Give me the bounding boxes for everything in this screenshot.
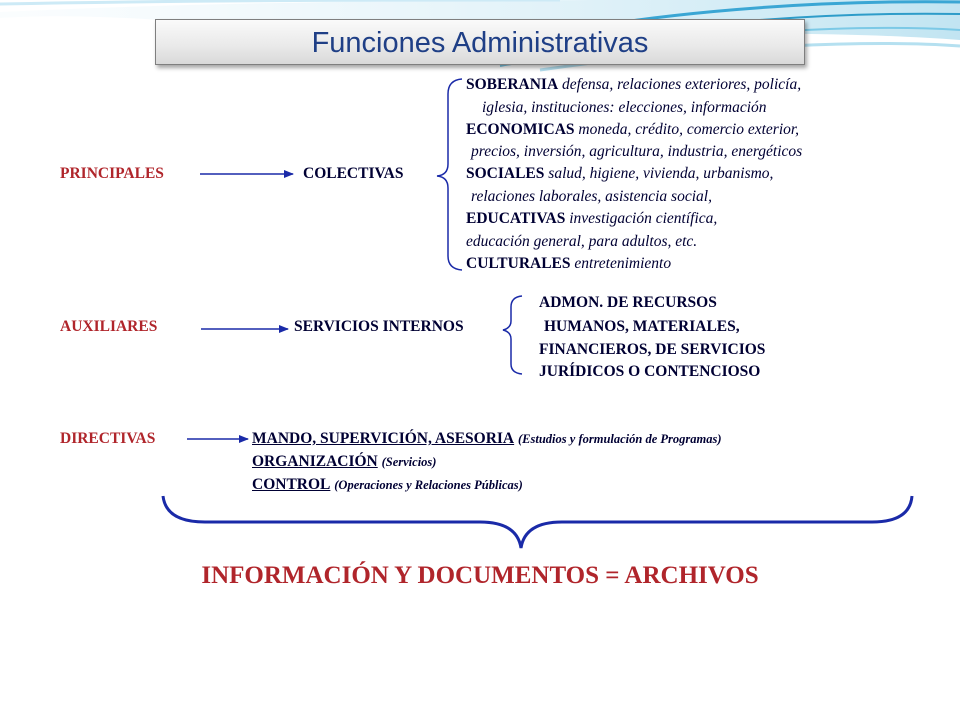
conclusion-text: INFORMACIÓN Y DOCUMENTOS = ARCHIVOS: [201, 562, 759, 589]
auxiliares-line: ADMON. DE RECURSOS: [539, 294, 717, 311]
principales-line: precios, inversión, agricultura, industria, energéticos: [471, 143, 803, 160]
page-title: Funciones Administrativas: [311, 27, 649, 59]
summary-brace: [163, 496, 912, 548]
principales-line: ECONOMICAS moneda, crédito, comercio exterior,: [466, 121, 800, 138]
principales-line: SOBERANIA defensa, relaciones exteriores, policía,: [466, 76, 802, 93]
directivas-item: MANDO, SUPERVICIÓN, ASESORIA (Estudios y formulación de Programas): [252, 430, 722, 447]
principales-line: educación general, para adultos, etc.: [466, 233, 698, 250]
principales-line: EDUCATIVAS investigación científica,: [466, 210, 718, 227]
auxiliares-line: FINANCIEROS, DE SERVICIOS: [539, 341, 766, 358]
directivas-label: DIRECTIVAS: [60, 430, 156, 447]
colectivas-label: COLECTIVAS: [303, 165, 404, 182]
servicios-brace: [503, 296, 522, 374]
colectivas-brace: [437, 79, 462, 270]
servicios-internos-label: SERVICIOS INTERNOS: [294, 318, 464, 335]
auxiliares-line: HUMANOS, MATERIALES,: [544, 318, 740, 335]
directivas-item: CONTROL (Operaciones y Relaciones Públicas): [252, 476, 523, 493]
principales-line: CULTURALES entretenimiento: [466, 255, 672, 272]
principales-line: SOCIALES salud, higiene, vivienda, urbanismo,: [466, 165, 774, 182]
auxiliares-label: AUXILIARES: [60, 318, 158, 335]
auxiliares-line: JURÍDICOS O CONTENCIOSO: [539, 363, 761, 380]
principales-line: iglesia, instituciones: elecciones, información: [482, 99, 767, 116]
directivas-item: ORGANIZACIÓN (Servicios): [252, 453, 437, 470]
principales-line: relaciones laborales, asistencia social,: [471, 188, 712, 205]
principales-label: PRINCIPALES: [60, 165, 164, 182]
